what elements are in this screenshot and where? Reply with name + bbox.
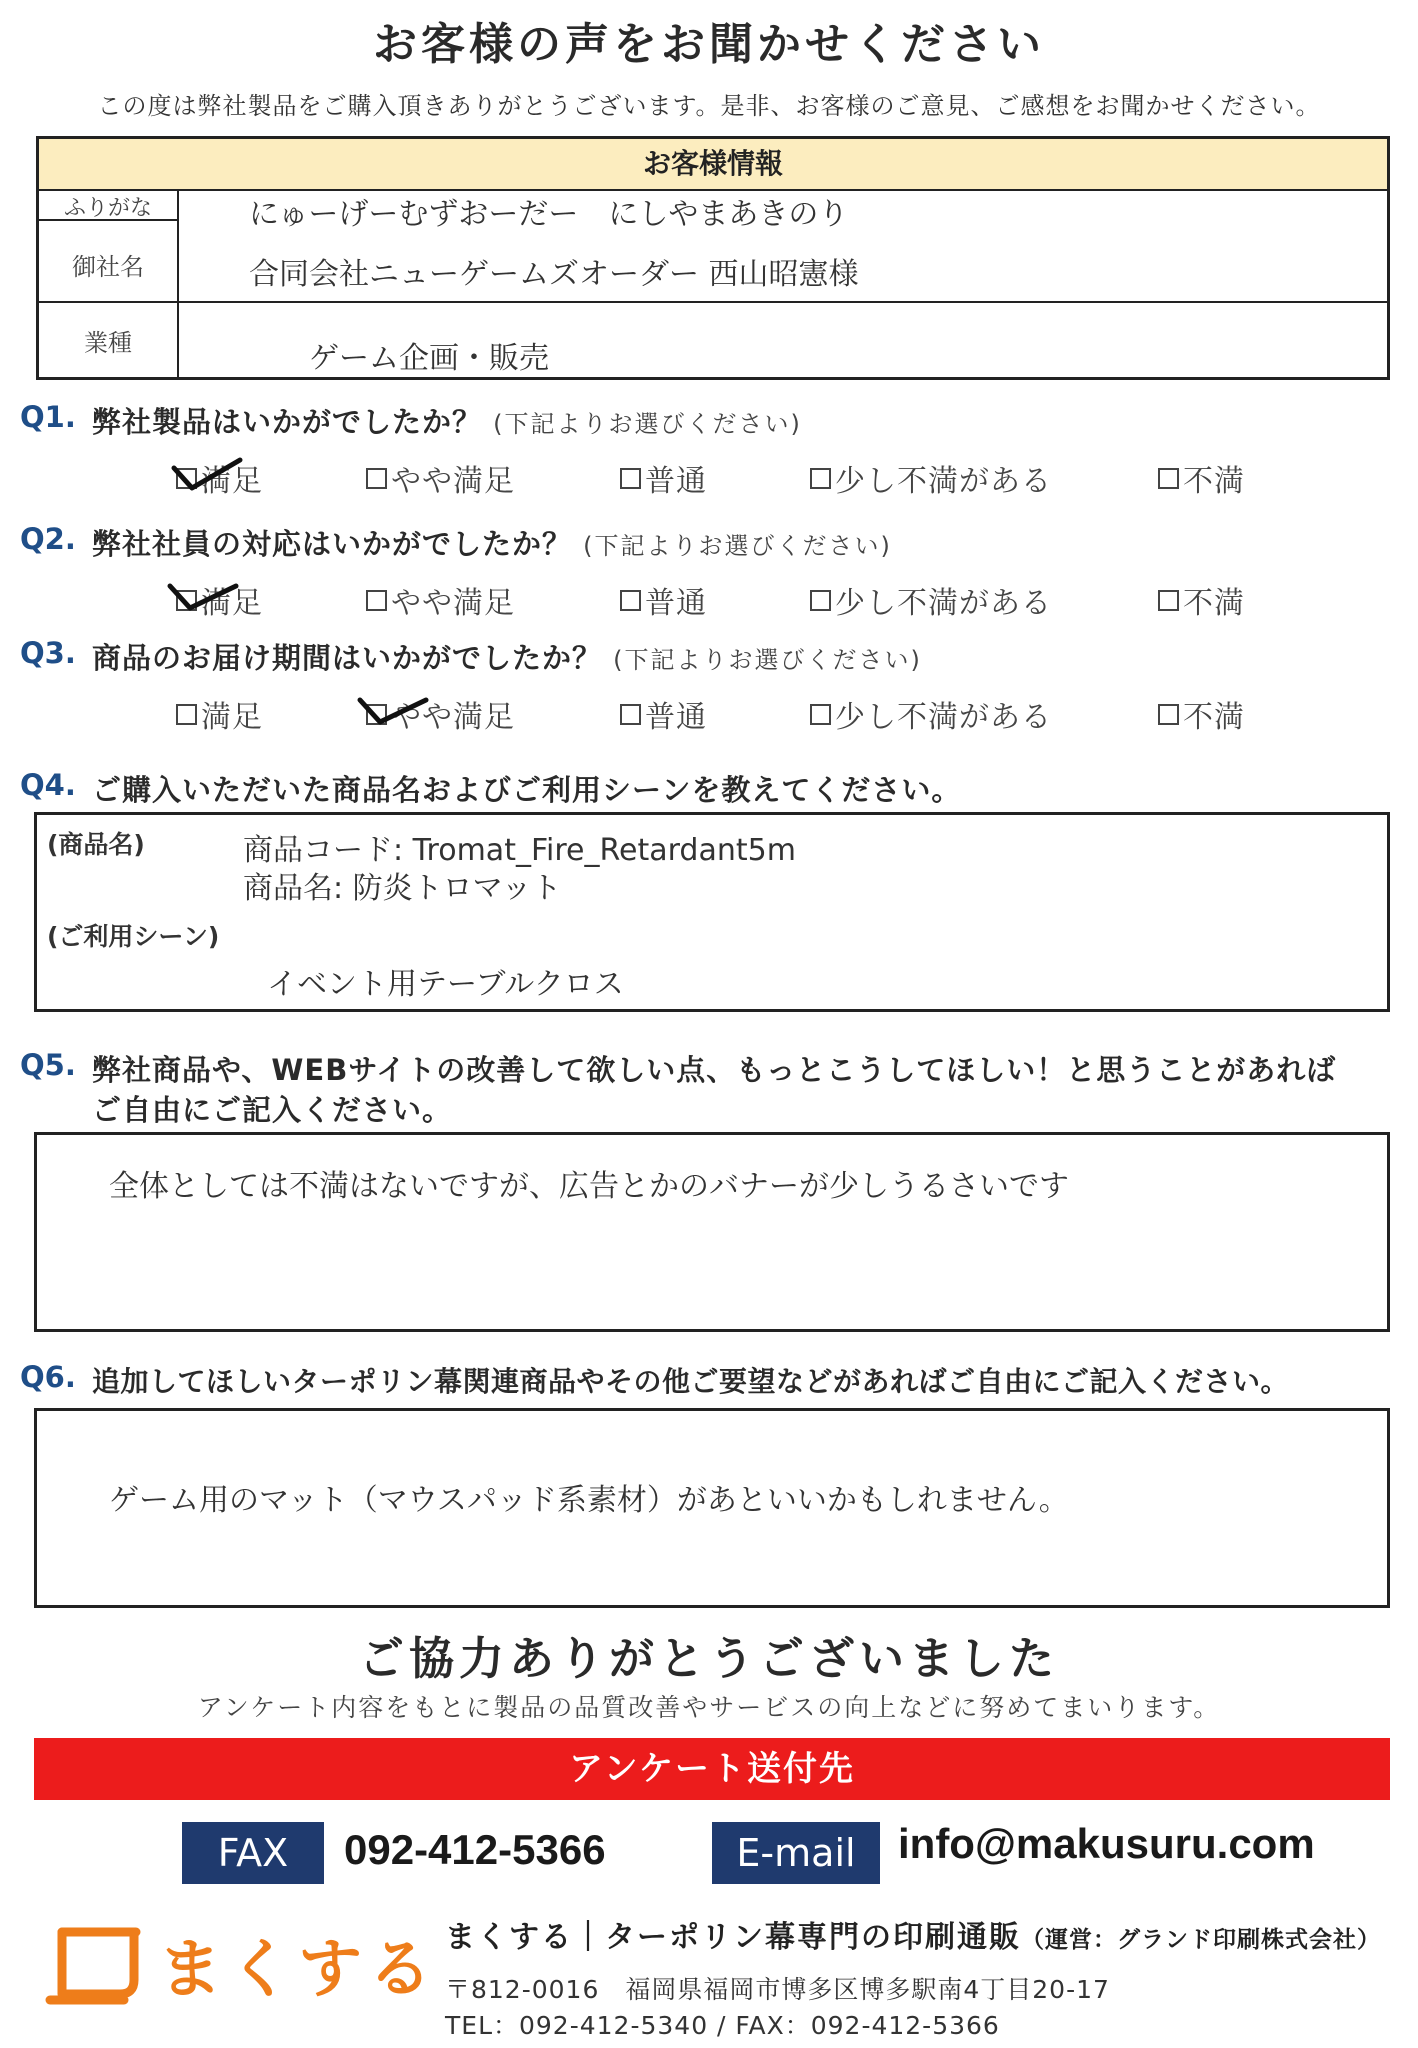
- check-mark-icon: [170, 454, 244, 494]
- option-label: 満足: [201, 586, 263, 621]
- product-name: 商品名: 防炎トロマット: [243, 871, 562, 906]
- usage-label: (ご利用シーン): [47, 922, 220, 951]
- checkbox[interactable]: [1158, 468, 1179, 489]
- furigana-value: にゅーげーむずおーだー にしやまあきのり: [249, 197, 849, 232]
- q2-option-neutral[interactable]: [620, 578, 707, 622]
- industry-value: ゲーム企画・販売: [309, 341, 549, 376]
- q1-option-somewhat-satisfied[interactable]: [366, 456, 515, 500]
- q3-text: 商品のお届け期間はいかがでしたか？: [92, 641, 603, 675]
- logo-text: まくする: [158, 1933, 438, 2007]
- email-label: E-mail: [712, 1822, 880, 1884]
- option-label: 不満: [1183, 586, 1245, 621]
- company-line: [445, 1912, 1381, 1956]
- check-mark-icon: [356, 690, 430, 730]
- option-label: 普通: [645, 700, 707, 735]
- checkbox[interactable]: [620, 468, 641, 489]
- q3-option-somewhat-dissatisfied[interactable]: [810, 692, 1052, 736]
- q1-number: Q1.: [20, 400, 76, 434]
- q6-answer-box: [34, 1408, 1390, 1608]
- checkbox[interactable]: [366, 590, 387, 611]
- product-code: 商品コード: Tromat_Fire_Retardant5m: [243, 833, 796, 868]
- q5-number: Q5.: [20, 1048, 76, 1082]
- address: 〒812-0016 福岡県福岡市博多区博多駅南4丁目20-17: [445, 1975, 1110, 2004]
- q3-option-dissatisfied[interactable]: [1158, 692, 1245, 736]
- q5-text-line2: ご自由にご記入ください。: [92, 1093, 453, 1127]
- q6-text: 追加してほしいターポリン幕関連商品やその他ご要望などがあればご自由にご記入ください。: [92, 1365, 1290, 1398]
- q6-answer: ゲーム用のマット（マウスパッド系素材）があといいかもしれません。: [109, 1483, 1069, 1518]
- tel-fax: TEL：092-412-5340 / FAX：092-412-5366: [445, 2011, 1000, 2040]
- row-divider: [39, 301, 1387, 303]
- customer-info-heading: お客様情報: [39, 139, 1387, 191]
- q1-question: [92, 400, 802, 441]
- industry-label: 業種: [84, 329, 132, 357]
- q2-option-somewhat-dissatisfied[interactable]: [810, 578, 1052, 622]
- option-label: 普通: [645, 586, 707, 621]
- q2-number: Q2.: [20, 522, 76, 556]
- checkbox[interactable]: [176, 704, 197, 725]
- q1-option-somewhat-dissatisfied[interactable]: [810, 456, 1052, 500]
- q3-option-satisfied[interactable]: [176, 692, 263, 736]
- q1-hint: (下記よりお選びください): [493, 410, 802, 438]
- q1-option-neutral[interactable]: [620, 456, 707, 500]
- q2-text: 弊社社員の対応はいかがでしたか？: [92, 527, 573, 561]
- thanks-subtext: アンケート内容をもとに製品の品質改善やサービスの向上などに努めてまいります。: [197, 1693, 1221, 1722]
- fax-number: 092-412-5366: [344, 1826, 606, 1873]
- q2-question: [92, 522, 892, 563]
- thanks-heading: ご協力ありがとうございました: [358, 1632, 1059, 1685]
- option-label: やや満足: [391, 464, 515, 499]
- usage-value: イベント用テーブルクロス: [267, 967, 624, 1002]
- option-label: 満足: [201, 700, 263, 735]
- q3-number: Q3.: [20, 636, 76, 670]
- option-label: 普通: [645, 464, 707, 499]
- checkbox[interactable]: [810, 590, 831, 611]
- fax-label: FAX: [182, 1822, 324, 1884]
- checkbox[interactable]: [366, 468, 387, 489]
- checkbox[interactable]: [810, 704, 831, 725]
- option-label: やや満足: [391, 586, 515, 621]
- q5-answer: 全体としては不満はないですが、広告とかのバナーが少しうるさいです: [109, 1169, 1069, 1204]
- q2-option-somewhat-satisfied[interactable]: [366, 578, 515, 622]
- makusuru-logo-icon: [44, 1924, 144, 2008]
- q5-answer-box: [34, 1132, 1390, 1332]
- q3-question: [92, 636, 922, 677]
- company-name: まくする｜ターポリン幕専門の印刷通販: [445, 1920, 1021, 1955]
- checkbox[interactable]: [1158, 704, 1179, 725]
- company-value: 合同会社ニューゲームズオーダー 西山昭憲様: [249, 257, 859, 292]
- q3-hint: (下記よりお選びください): [613, 646, 922, 674]
- option-label: 少し不満がある: [835, 586, 1052, 621]
- check-mark-icon: [166, 576, 240, 616]
- option-label: やや満足: [391, 700, 515, 735]
- q6-number: Q6.: [20, 1360, 76, 1394]
- q3-option-neutral[interactable]: [620, 692, 707, 736]
- page-title: お客様の声をお聞かせください: [373, 19, 1045, 70]
- checkbox[interactable]: [620, 704, 641, 725]
- company-label: 御社名: [72, 253, 144, 281]
- checkbox[interactable]: [620, 590, 641, 611]
- email-address[interactable]: info@makusuru.com: [898, 1820, 1315, 1867]
- checkbox[interactable]: [1158, 590, 1179, 611]
- q2-hint: (下記よりお選びください): [583, 532, 892, 560]
- option-label: 不満: [1183, 464, 1245, 499]
- option-label: 少し不満がある: [835, 464, 1052, 499]
- q4-text: ご購入いただいた商品名およびご利用シーンを教えてください。: [92, 773, 962, 807]
- option-label: 満足: [201, 464, 263, 499]
- customer-info-table: [36, 136, 1390, 380]
- q4-number: Q4.: [20, 768, 76, 802]
- option-label: 少し不満がある: [835, 700, 1052, 735]
- intro-text: この度は弊社製品をご購入頂きありがとうございます。是非、お客様のご意見、ご感想をお聞かせください。: [97, 92, 1321, 120]
- q5-text-line1: 弊社商品や、WEBサイトの改善して欲しい点、もっとこうしてほしい！と思うことがあれば: [92, 1053, 1337, 1087]
- q2-option-dissatisfied[interactable]: [1158, 578, 1245, 622]
- q1-option-dissatisfied[interactable]: [1158, 456, 1245, 500]
- product-label: (商品名): [47, 830, 145, 859]
- destination-bar: アンケート送付先: [34, 1738, 1390, 1800]
- checkbox[interactable]: [810, 468, 831, 489]
- q4-answer-box: [34, 812, 1390, 1012]
- option-label: 不満: [1183, 700, 1245, 735]
- q1-text: 弊社製品はいかがでしたか？: [92, 405, 483, 439]
- furigana-label: ふりがな: [63, 196, 152, 221]
- company-operator: （運営：グランド印刷株式会社）: [1021, 1927, 1381, 1953]
